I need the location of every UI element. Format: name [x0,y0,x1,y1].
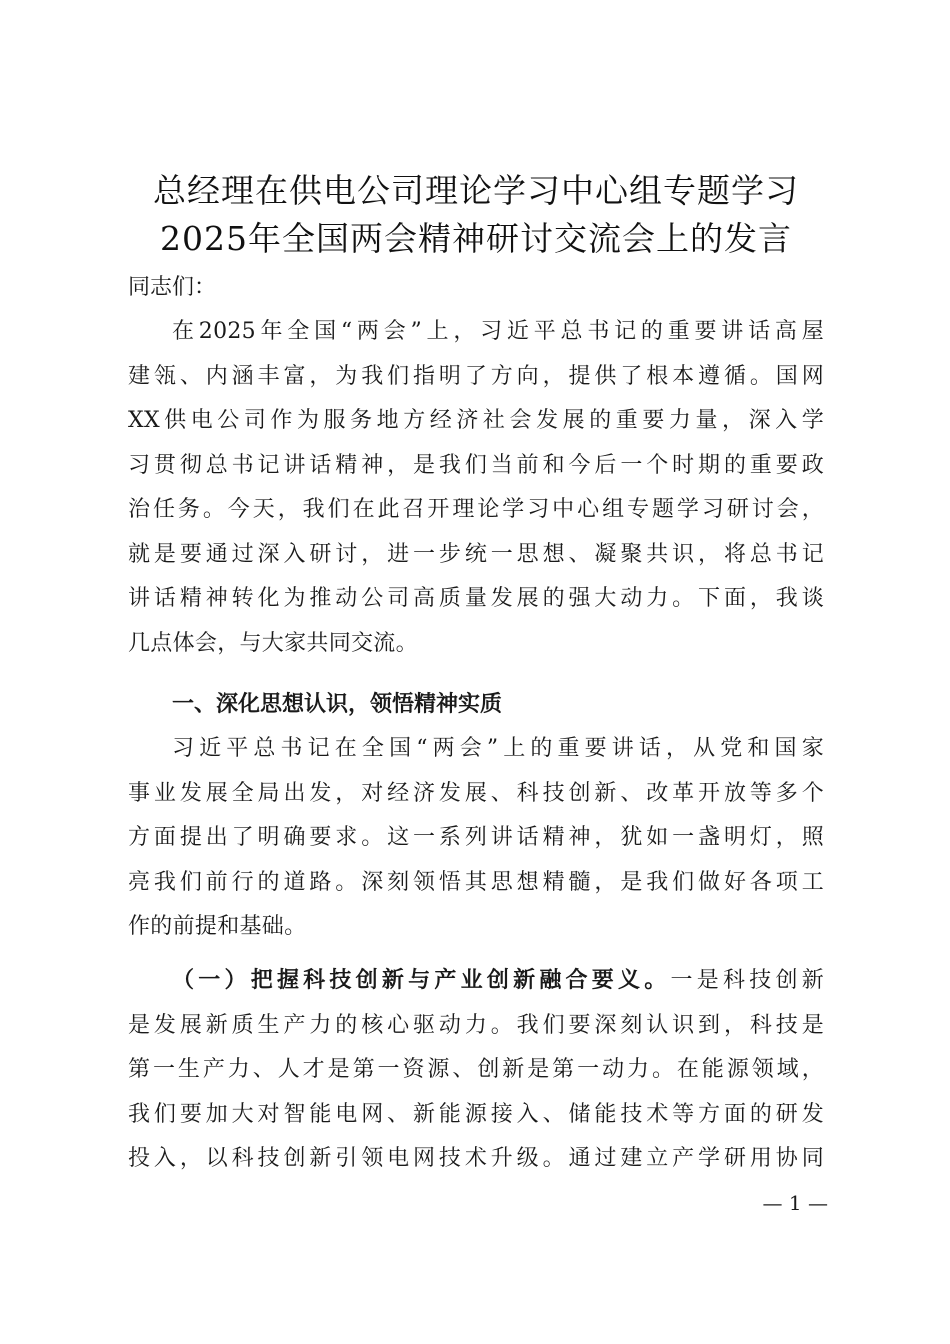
paragraph-line: 习贯彻总书记讲话精神，是我们当前和今后一个时期的重要政 [128,452,824,478]
paragraph-line: 习近平总书记在全国“两会”上的重要讲话，从党和国家 [172,736,824,761]
paragraph-line: 在2025年全国“两会”上，习近平总书记的重要讲话高屋 [172,319,824,344]
subsection-heading-1: （一）把握科技创新与产业创新融合要义。 [172,967,671,993]
paragraph-line: 是发展新质生产力的核心驱动力。我们要深刻认识到，科技是 [128,1012,824,1038]
paragraph-line: 投入，以科技创新引领电网技术升级。通过建立产学研用协同 [128,1146,824,1171]
page-number: — 1 — [762,1191,828,1215]
paragraph-line: 第一生产力、人才是第一资源、创新是第一动力。在能源领域， [128,1057,824,1082]
salutation: 同志们： [128,275,217,300]
section-1-paragraph [128,727,824,950]
paragraph-line: 我们要加大对智能电网、新能源接入、储能技术等方面的研发 [128,1101,824,1127]
paragraph-line: 几点体会，与大家共同交流。 [128,630,418,656]
paragraph-line: 讲话精神转化为推动公司高质量发展的强大动力。下面，我谈 [128,586,824,611]
paragraph-line: 治任务。今天，我们在此召开理论学习中心组专题学习研讨会， [128,497,824,522]
paragraph-line: 作的前提和基础。 [128,914,307,939]
paragraph-line: 建瓴、内涵丰富，为我们指明了方向，提供了根本遵循。国网 [128,363,824,389]
section-heading-1: 一、深化思想认识，领悟精神实质 [172,692,503,717]
document-title-line-2: 2025年全国两会精神研讨交流会上的发言 [160,219,792,258]
paragraph-line: 事业发展全局出发，对经济发展、科技创新、改革开放等多个 [128,780,824,806]
paragraph-line: XX供电公司作为服务地方经济社会发展的重要力量，深入学 [128,408,824,433]
paragraph-line: 就是要通过深入研讨，进一步统一思想、凝聚共识，将总书记 [128,541,824,567]
subsection-1-first-line-rest: 一是科技创新 [670,968,825,993]
document-page [128,0,828,1344]
document-title-line-1: 总经理在供电公司理论学习中心组专题学习 [153,171,799,210]
paragraph-line [128,958,824,1004]
subsection-1-paragraph [128,958,824,1182]
paragraph-line: 亮我们前行的道路。深刻领悟其思想精髓，是我们做好各项工 [128,869,824,895]
paragraph-line: 方面提出了明确要求。这一系列讲话精神，犹如一盏明灯，照 [128,825,824,850]
intro-paragraph [128,310,824,666]
